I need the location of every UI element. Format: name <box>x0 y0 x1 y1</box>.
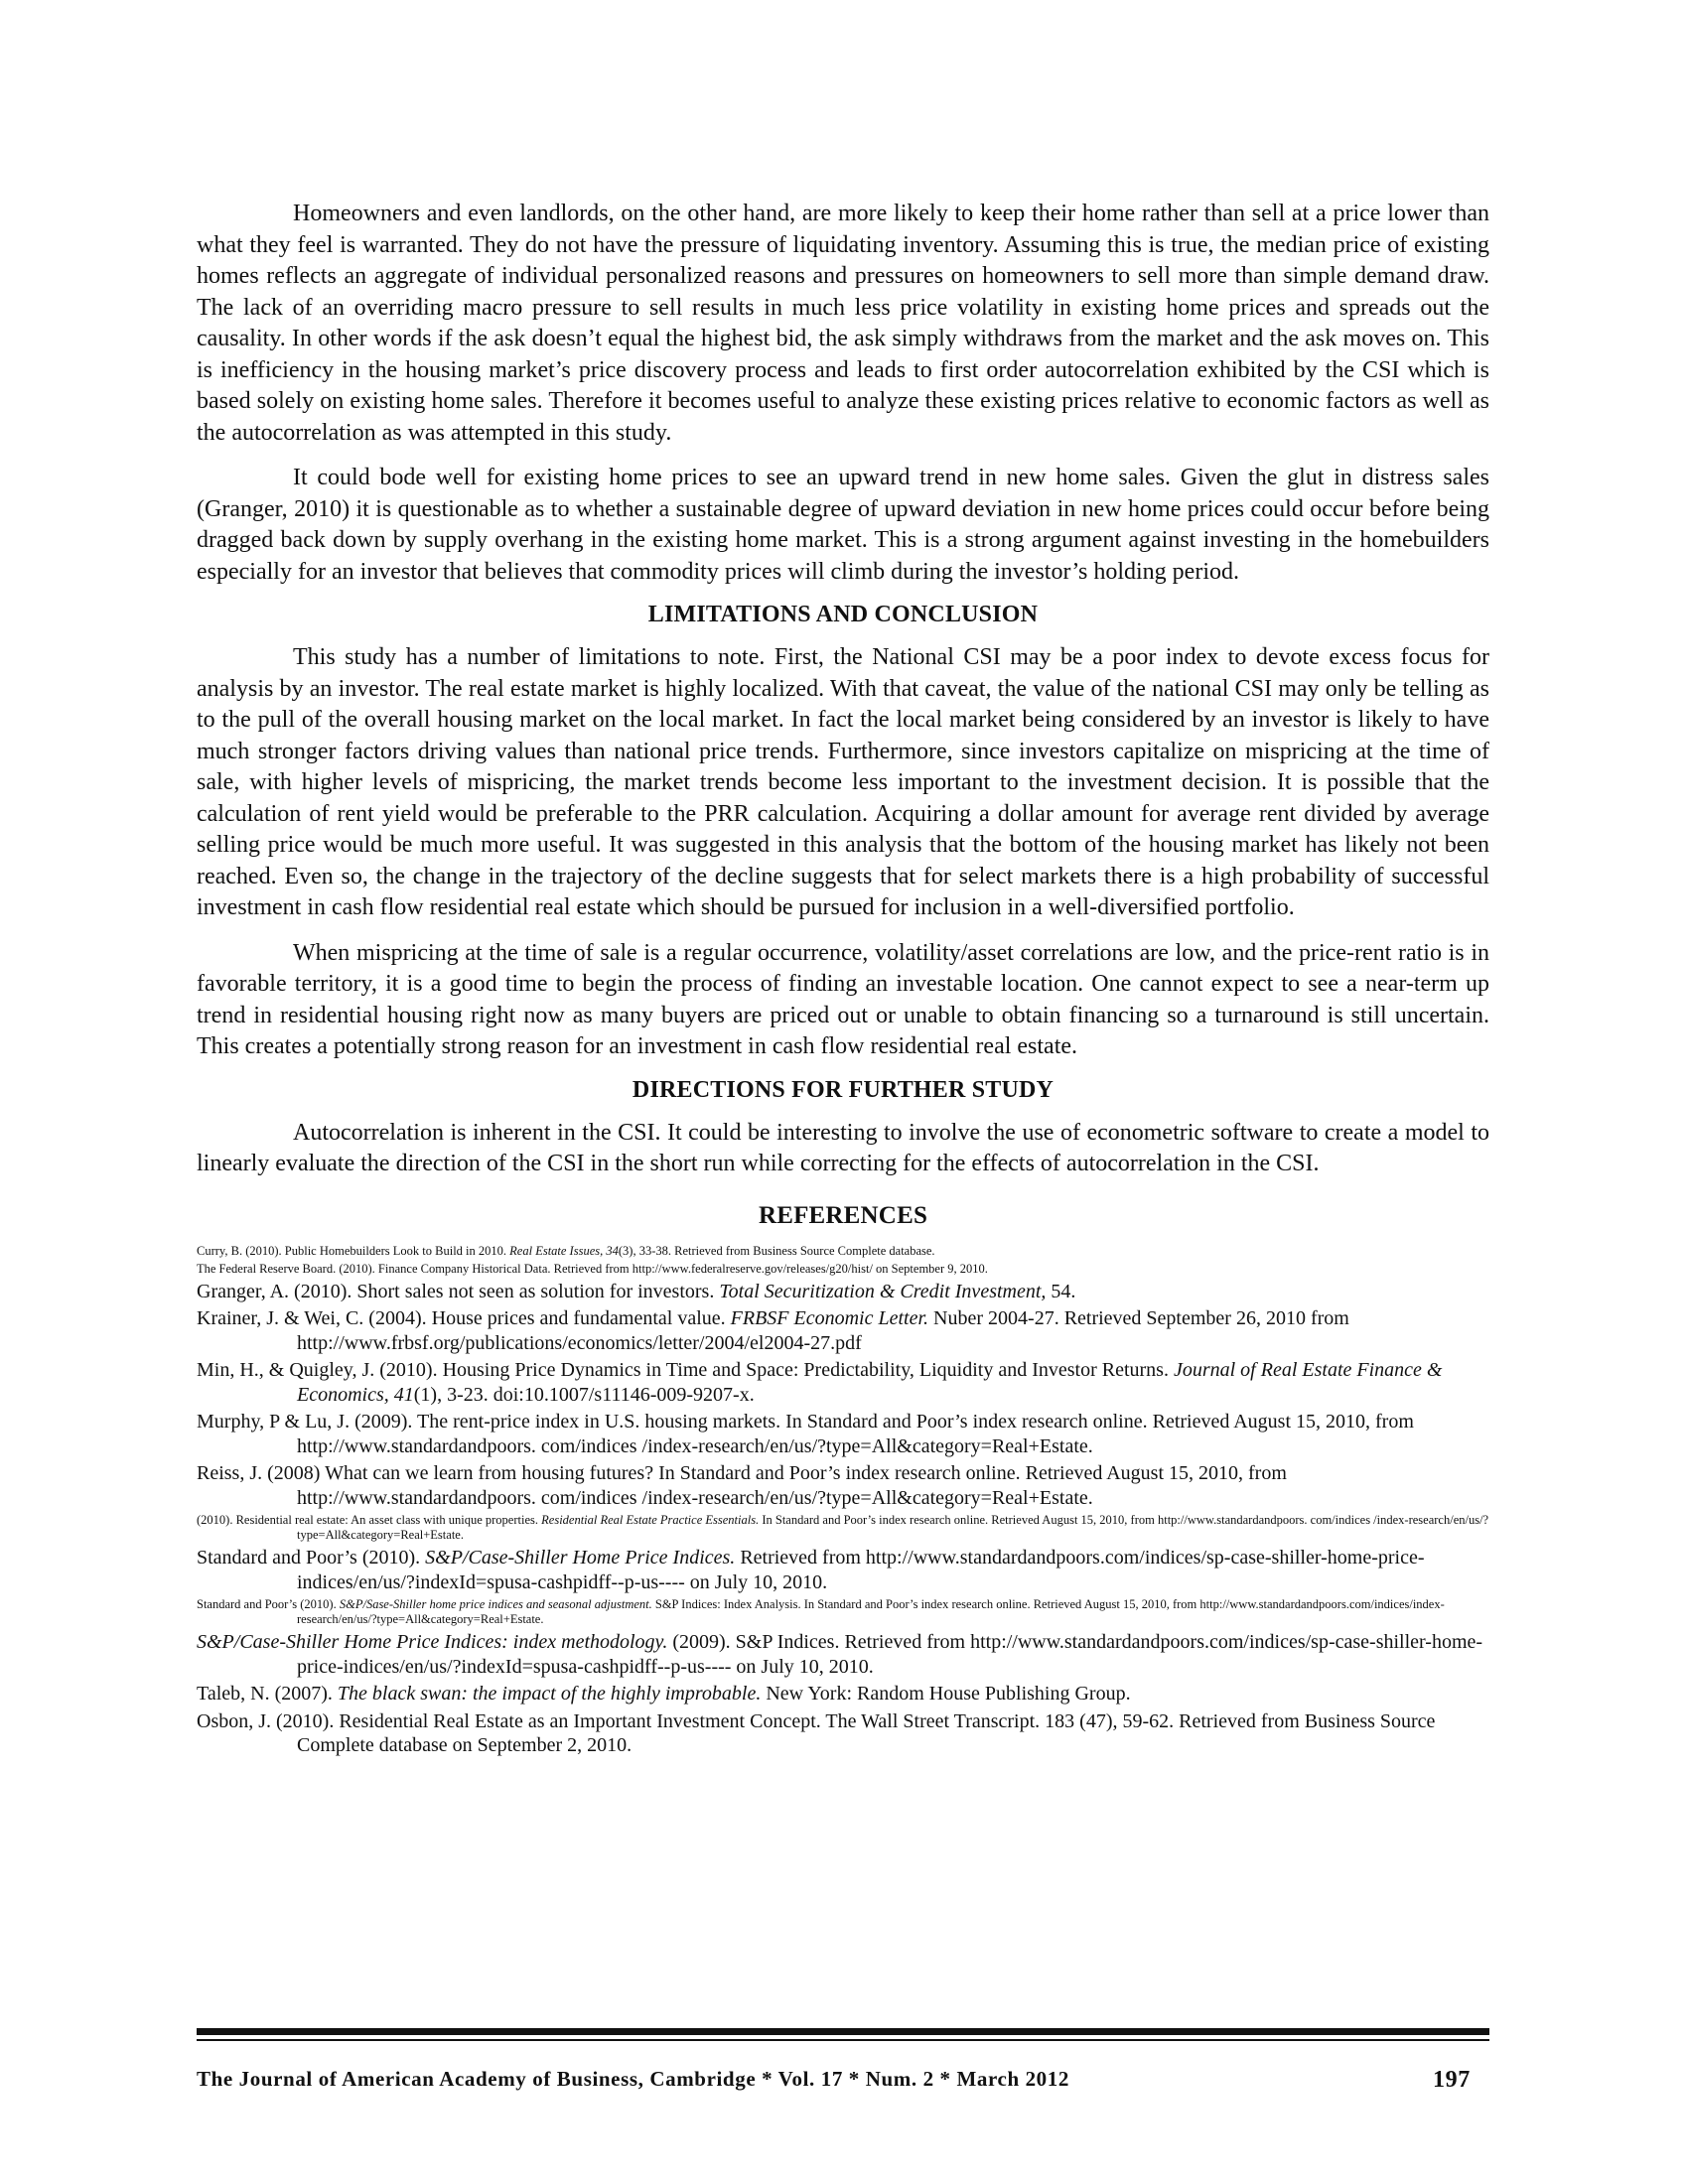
reference-text: Min, H., & Quigley, J. (2010). Housing Price Dynamics in Time and Space: Predictability, Liquidity and Investor Returns. <box>197 1359 1174 1381</box>
reference-text: (3), 33-38. Retrieved from Business Source Complete database. <box>618 1243 935 1258</box>
reference-text: Nuber 2004-27. Retrieved September 26, 2010 from http://www.frbsf.org/publications/economics/letter/2004/el2004-27.pdf <box>297 1307 1349 1354</box>
reference-text: (1), 3-23. doi:10.1007/s11146-009-9207-x. <box>413 1383 755 1406</box>
reference-title: S&P/Sase-Shiller home price indices and seasonal adjustment. <box>339 1597 652 1611</box>
reference-entry <box>197 1280 1489 1304</box>
reference-text: 54. <box>1046 1280 1076 1302</box>
body-paragraph: This study has a number of limitations to note. First, the National CSI may be a poor index to devote excess focus for analysis by an investor. The real estate market is highly localized. With that caveat, the value of the national CSI may only be telling as to the pull of the overall housing market on the local market. In fact the local market being considered by an investor is likely to have much stronger factors driving values than national price trends. Furthermore, since investors capitalize on mispricing at the time of sale, with higher levels of mispricing, the market trends become less important to the investment decision. It is possible that the calculation of rent yield would be preferable to the PRR calculation. Acquiring a dollar amount for average rent divided by average selling price would be much more useful. It was suggested in this analysis that the bottom of the housing market has likely not been reached. Even so, the change in the trajectory of the decline suggests that for select markets there is a high probability of successful investment in cash flow residential real estate which should be pursued for inclusion in a well-diversified portfolio. <box>197 644 1489 920</box>
reference-text: (2009). S&P Indices. Retrieved from http://www.standardandpoors.com/indices/sp-case-shiller-home-price-indices/en/us/?indexId=spusa-cashpidff--p-us---- on July 10, 2010. <box>297 1631 1483 1678</box>
body-paragraph: Homeowners and even landlords, on the other hand, are more likely to keep their home rather than sell at a price lower than what they feel is warranted. They do not have the pressure of liquidating inventory. Assuming this is true, the median price of existing homes reflects an aggregate of individual personalized reasons and pressures on homeowners to sell more than simple demand draw. The lack of an overriding macro pressure to sell results in much less price volatility in existing home prices and spreads out the causality. In other words if the ask doesn’t equal the highest bid, the ask simply withdraws from the market and the ask moves on. This is inefficiency in the housing market’s price discovery process and leads to first order autocorrelation exhibited by the CSI which is based solely on existing home sales. Therefore it becomes useful to analyze these existing prices relative to economic factors as well as the autocorrelation as was attempted in this study. <box>197 201 1489 446</box>
reference-entry <box>197 1244 1489 1259</box>
body-paragraph: Autocorrelation is inherent in the CSI. It could be interesting to involve the use of econometric software to create a model to linearly evaluate the direction of the CSI in the short run while correcting for the effects of autocorrelation in the CSI. <box>197 1119 1489 1176</box>
reference-title: Total Securitization & Credit Investment, <box>719 1280 1047 1302</box>
reference-text: Murphy, P & Lu, J. (2009). The rent-price index in U.S. housing markets. In Standard and Poor’s index research online. Retrieved August 15, 2010, from http://www.standardandpoors. com/indices /index-research/en/us/?type=All&category=Real+Estate. <box>197 1411 1414 1457</box>
reference-entry <box>197 1630 1489 1679</box>
reference-entry <box>197 1262 1489 1277</box>
reference-title: Residential Real Estate Practice Essentials. <box>541 1513 760 1527</box>
reference-entry <box>197 1410 1489 1458</box>
section-heading-directions: DIRECTIONS FOR FURTHER STUDY <box>632 1076 1055 1103</box>
reference-text: Reiss, J. (2008) What can we learn from housing futures? In Standard and Poor’s index research online. Retrieved August 15, 2010, from http://www.standardandpoors. com/indices /index-research/en/us/?type=All&category=Real+Estate. <box>197 1462 1287 1509</box>
reference-title: The black swan: the impact of the highly improbable. <box>337 1683 762 1705</box>
reference-text: (2010). Residential real estate: An asset class with unique properties. <box>197 1513 542 1527</box>
reference-text: Taleb, N. (2007). <box>197 1683 338 1705</box>
page-number: 197 <box>1433 2067 1471 2093</box>
reference-text: Granger, A. (2010). Short sales not seen as solution for investors. <box>197 1280 720 1302</box>
reference-list <box>197 1244 1489 1758</box>
reference-entry <box>197 1306 1489 1355</box>
section-heading-references: REFERENCES <box>758 1201 928 1229</box>
reference-entry <box>197 1546 1489 1594</box>
reference-entry <box>197 1358 1489 1407</box>
reference-text: Osbon, J. (2010). Residential Real Estate as an Important Investment Concept. The Wall Street Transcript. 183 (47), 59-62. Retrieved from Business Source Complete database on September 2, 2010. <box>197 1709 1436 1756</box>
body-paragraph: It could bode well for existing home prices to see an upward trend in new home sales. Given the glut in distress sales (Granger, 2010) it is questionable as to whether a sustainable degree of upward deviation in new home prices could occur before being dragged back down by supply overhang in the existing home market. This is a strong argument against investing in the homebuilders especially for an investor that believes that commodity prices will climb during the investor’s holding period. <box>197 465 1489 585</box>
reference-text: The Federal Reserve Board. (2010). Finance Company Historical Data. Retrieved from http://www.federalreserve.gov/releases/g20/hist/ on September 9, 2010. <box>197 1261 988 1276</box>
section-heading-limitations: LIMITATIONS AND CONCLUSION <box>647 602 1039 627</box>
reference-text: S&P Indices: Index Analysis. In Standard and Poor’s index research online. Retrieved August 15, 2010, from http://www.standardandpoors.com/indices/index-research/en/us/?type=All&category=Real+Estate. <box>297 1597 1445 1626</box>
page-body <box>197 199 1489 1761</box>
reference-text: Standard and Poor’s (2010). <box>197 1547 426 1569</box>
journal-citation: The Journal of American Academy of Business, Cambridge * Vol. 17 * Num. 2 * March 2012 <box>197 2067 1069 2091</box>
footer-rule-thin <box>197 2039 1489 2041</box>
footer-rule <box>197 2028 1489 2035</box>
reference-text: In Standard and Poor’s index research online. Retrieved August 15, 2010, from http://www.standardandpoors. com/indices /index-research/en/us/?type=All&category=Real+Estate. <box>297 1513 1489 1542</box>
reference-title: Journal of Real Estate Finance & Economics, 41 <box>297 1359 1443 1406</box>
reference-title: Real Estate Issues, 34 <box>509 1243 619 1258</box>
reference-title: FRBSF Economic Letter. <box>730 1307 929 1329</box>
reference-entry <box>197 1461 1489 1510</box>
reference-entry <box>197 1682 1489 1706</box>
reference-entry <box>197 1709 1489 1758</box>
reference-entry <box>197 1513 1489 1543</box>
reference-title: S&P/Case-Shiller Home Price Indices. <box>425 1547 736 1569</box>
reference-text: Krainer, J. & Wei, C. (2004). House prices and fundamental value. <box>197 1307 731 1329</box>
body-paragraph: When mispricing at the time of sale is a regular occurrence, volatility/asset correlations are low, and the price-rent ratio is in favorable territory, it is a good time to begin the process of finding an investable location. One cannot expect to see a near-term up trend in residential housing right now as many buyers are priced out or unable to obtain financing so a turnaround is still uncertain. This creates a potentially strong reason for an investment in cash flow residential real estate. <box>197 939 1489 1059</box>
reference-title: S&P/Case-Shiller Home Price Indices: index methodology. <box>197 1631 668 1653</box>
reference-text: Retrieved from http://www.standardandpoors.com/indices/sp-case-shiller-home-price-indices/en/us/?indexId=spusa-cashpidff--p-us---- on July 10, 2010. <box>297 1547 1425 1593</box>
reference-text: New York: Random House Publishing Group. <box>761 1683 1131 1705</box>
reference-text: Curry, B. (2010). Public Homebuilders Look to Build in 2010. <box>197 1243 510 1258</box>
reference-entry <box>197 1597 1489 1627</box>
reference-text: Standard and Poor’s (2010). <box>197 1597 340 1611</box>
